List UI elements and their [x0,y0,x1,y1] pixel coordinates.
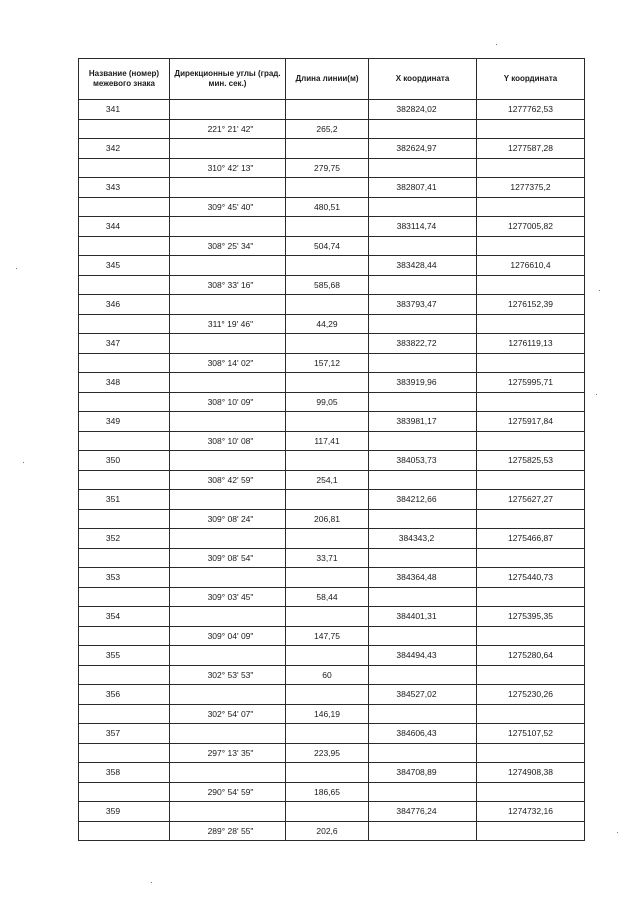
cell-y: 1274732,16 [477,802,585,822]
cell-angle [170,373,286,393]
scan-speck [599,290,600,291]
cell-y [477,158,585,178]
cell-y: 1275107,52 [477,724,585,744]
cell-x [369,275,477,295]
cell-x [369,236,477,256]
table-row [79,607,585,627]
cell-angle [170,334,286,354]
table-row [79,802,585,822]
boundary-coordinates-table [78,58,585,841]
cell-length: 147,75 [286,626,369,646]
cell-x [369,158,477,178]
cell-length [286,529,369,549]
cell-point-name: 342 [79,139,170,159]
cell-x [369,821,477,841]
cell-y: 1275395,35 [477,607,585,627]
table-row [79,353,585,373]
cell-length [286,412,369,432]
cell-point-name: 349 [79,412,170,432]
cell-point-name: 343 [79,178,170,198]
cell-y: 1275995,71 [477,373,585,393]
table-row [79,724,585,744]
cell-y: 1277762,53 [477,100,585,120]
cell-point-name [79,314,170,334]
cell-point-name [79,392,170,412]
cell-length: 480,51 [286,197,369,217]
cell-angle [170,646,286,666]
cell-point-name [79,587,170,607]
cell-angle [170,139,286,159]
scan-speck [23,462,24,463]
cell-length: 157,12 [286,353,369,373]
cell-length: 60 [286,665,369,685]
table-row [79,178,585,198]
cell-point-name: 354 [79,607,170,627]
cell-y: 1275917,84 [477,412,585,432]
cell-point-name: 344 [79,217,170,237]
scan-speck [16,268,17,269]
table-row [79,821,585,841]
cell-angle [170,685,286,705]
cell-y [477,119,585,139]
cell-length [286,100,369,120]
table-row [79,295,585,315]
table-row [79,685,585,705]
cell-angle: 221° 21' 42" [170,119,286,139]
cell-x: 382807,41 [369,178,477,198]
cell-length: 254,1 [286,470,369,490]
cell-length [286,685,369,705]
cell-angle [170,568,286,588]
cell-y: 1275230,26 [477,685,585,705]
cell-length [286,178,369,198]
cell-angle: 290° 54' 59" [170,782,286,802]
cell-point-name: 351 [79,490,170,510]
cell-point-name [79,197,170,217]
cell-x [369,665,477,685]
cell-length [286,451,369,471]
table-row [79,587,585,607]
cell-point-name [79,353,170,373]
cell-angle: 311° 19' 46" [170,314,286,334]
cell-angle: 308° 42' 59" [170,470,286,490]
table-row [79,431,585,451]
cell-length [286,334,369,354]
table-row [79,119,585,139]
cell-angle [170,490,286,510]
cell-x [369,392,477,412]
cell-x [369,743,477,763]
cell-y: 1276119,13 [477,334,585,354]
cell-x: 384708,89 [369,763,477,783]
cell-point-name [79,626,170,646]
table-row [79,158,585,178]
cell-y [477,587,585,607]
table-row [79,470,585,490]
cell-angle: 309° 08' 24" [170,509,286,529]
cell-angle [170,100,286,120]
table-row [79,373,585,393]
cell-point-name: 341 [79,100,170,120]
cell-y [477,353,585,373]
cell-y: 1277587,28 [477,139,585,159]
table-row [79,490,585,510]
scan-speck [596,394,597,395]
cell-length [286,217,369,237]
cell-y: 1276610,4 [477,256,585,276]
cell-length: 223,95 [286,743,369,763]
cell-y [477,821,585,841]
cell-x: 383428,44 [369,256,477,276]
table-row [79,217,585,237]
cell-point-name: 355 [79,646,170,666]
cell-angle [170,295,286,315]
cell-y [477,236,585,256]
cell-length: 202,6 [286,821,369,841]
cell-x [369,704,477,724]
cell-length [286,724,369,744]
cell-x: 383822,72 [369,334,477,354]
table-row [79,236,585,256]
cell-length: 117,41 [286,431,369,451]
table-row [79,275,585,295]
cell-point-name: 347 [79,334,170,354]
cell-angle: 308° 10' 09" [170,392,286,412]
cell-length: 279,75 [286,158,369,178]
cell-y: 1277375,2 [477,178,585,198]
table-row [79,197,585,217]
cell-x: 384343,2 [369,529,477,549]
cell-x [369,197,477,217]
cell-point-name [79,821,170,841]
cell-y: 1275627,27 [477,490,585,510]
header-y: Y координата [477,59,585,100]
table-row [79,334,585,354]
cell-x: 382624,97 [369,139,477,159]
cell-length: 265,2 [286,119,369,139]
cell-point-name [79,509,170,529]
cell-x [369,626,477,646]
table-row [79,665,585,685]
table-row [79,100,585,120]
header-length: Длина линии(м) [286,59,369,100]
cell-x: 384494,43 [369,646,477,666]
table-row [79,568,585,588]
cell-x [369,470,477,490]
cell-y [477,509,585,529]
cell-x: 382824,02 [369,100,477,120]
cell-length: 33,71 [286,548,369,568]
table-row [79,646,585,666]
cell-point-name: 346 [79,295,170,315]
cell-length: 206,81 [286,509,369,529]
table-row [79,529,585,549]
cell-x: 384212,66 [369,490,477,510]
cell-y [477,197,585,217]
cell-angle: 297° 13' 35" [170,743,286,763]
table-row [79,509,585,529]
table-row [79,412,585,432]
cell-angle: 309° 08' 54" [170,548,286,568]
cell-y [477,470,585,490]
cell-x: 384606,43 [369,724,477,744]
header-name: Название (номер) межевого знака [79,59,170,100]
cell-length [286,802,369,822]
cell-x: 384401,31 [369,607,477,627]
cell-point-name [79,548,170,568]
cell-x [369,353,477,373]
header-x: X координата [369,59,477,100]
table-row [79,763,585,783]
table-row [79,743,585,763]
cell-angle [170,178,286,198]
cell-y [477,626,585,646]
cell-x: 383114,74 [369,217,477,237]
cell-length [286,373,369,393]
cell-y [477,665,585,685]
cell-angle: 302° 53' 53" [170,665,286,685]
cell-angle: 308° 14' 02" [170,353,286,373]
cell-point-name: 352 [79,529,170,549]
cell-y [477,314,585,334]
cell-x: 383793,47 [369,295,477,315]
table-row [79,392,585,412]
cell-point-name [79,782,170,802]
cell-point-name [79,236,170,256]
cell-y: 1276152,39 [477,295,585,315]
table-body [79,100,585,841]
cell-x [369,587,477,607]
table-row [79,139,585,159]
cell-y [477,704,585,724]
cell-y [477,782,585,802]
cell-angle [170,529,286,549]
cell-point-name: 353 [79,568,170,588]
cell-length: 585,68 [286,275,369,295]
cell-angle: 308° 25' 34" [170,236,286,256]
cell-point-name [79,275,170,295]
cell-length: 58,44 [286,587,369,607]
cell-angle [170,256,286,276]
cell-angle: 310° 42' 13" [170,158,286,178]
cell-point-name: 356 [79,685,170,705]
cell-point-name [79,119,170,139]
scan-speck [617,832,618,833]
cell-point-name [79,431,170,451]
cell-x [369,548,477,568]
table-row [79,704,585,724]
cell-length: 504,74 [286,236,369,256]
cell-angle [170,802,286,822]
header-angle: Дирекционные углы (град. мин. сек.) [170,59,286,100]
cell-angle: 308° 33' 16" [170,275,286,295]
cell-length [286,139,369,159]
cell-length [286,646,369,666]
cell-length: 146,19 [286,704,369,724]
header-row [79,59,585,100]
cell-y: 1275440,73 [477,568,585,588]
cell-x [369,314,477,334]
cell-x: 384053,73 [369,451,477,471]
cell-length: 44,29 [286,314,369,334]
scan-speck [496,44,497,45]
cell-x: 384527,02 [369,685,477,705]
cell-point-name [79,665,170,685]
cell-x [369,119,477,139]
cell-angle [170,217,286,237]
table-row [79,548,585,568]
cell-angle: 309° 03' 45" [170,587,286,607]
cell-y [477,431,585,451]
cell-angle [170,451,286,471]
cell-length: 186,65 [286,782,369,802]
cell-x: 383919,96 [369,373,477,393]
scan-speck [151,882,152,883]
cell-angle [170,607,286,627]
cell-length [286,763,369,783]
cell-y: 1275466,87 [477,529,585,549]
cell-y: 1277005,82 [477,217,585,237]
cell-point-name [79,470,170,490]
cell-point-name: 359 [79,802,170,822]
cell-length [286,607,369,627]
cell-length [286,568,369,588]
cell-angle [170,724,286,744]
cell-angle [170,412,286,432]
table-row [79,256,585,276]
cell-y: 1275825,53 [477,451,585,471]
cell-angle: 308° 10' 08" [170,431,286,451]
cell-angle: 289° 28' 55" [170,821,286,841]
table-row [79,782,585,802]
cell-x: 384364,48 [369,568,477,588]
table-row [79,451,585,471]
cell-point-name: 345 [79,256,170,276]
cell-x [369,431,477,451]
cell-y [477,548,585,568]
cell-x: 384776,24 [369,802,477,822]
cell-angle [170,763,286,783]
cell-point-name: 358 [79,763,170,783]
cell-x [369,509,477,529]
cell-point-name: 350 [79,451,170,471]
cell-length [286,256,369,276]
cell-x: 383981,17 [369,412,477,432]
cell-length: 99,05 [286,392,369,412]
cell-y [477,392,585,412]
cell-point-name [79,704,170,724]
cell-point-name: 348 [79,373,170,393]
cell-angle: 302° 54' 07" [170,704,286,724]
table-row [79,626,585,646]
cell-length [286,295,369,315]
cell-length [286,490,369,510]
cell-y [477,275,585,295]
cell-y: 1275280,64 [477,646,585,666]
cell-point-name [79,158,170,178]
cell-x [369,782,477,802]
table-row [79,314,585,334]
cell-point-name [79,743,170,763]
cell-angle: 309° 45' 40" [170,197,286,217]
cell-angle: 309° 04' 09" [170,626,286,646]
coordinates-sheet [78,58,584,841]
cell-y [477,743,585,763]
cell-point-name: 357 [79,724,170,744]
cell-y: 1274908,38 [477,763,585,783]
